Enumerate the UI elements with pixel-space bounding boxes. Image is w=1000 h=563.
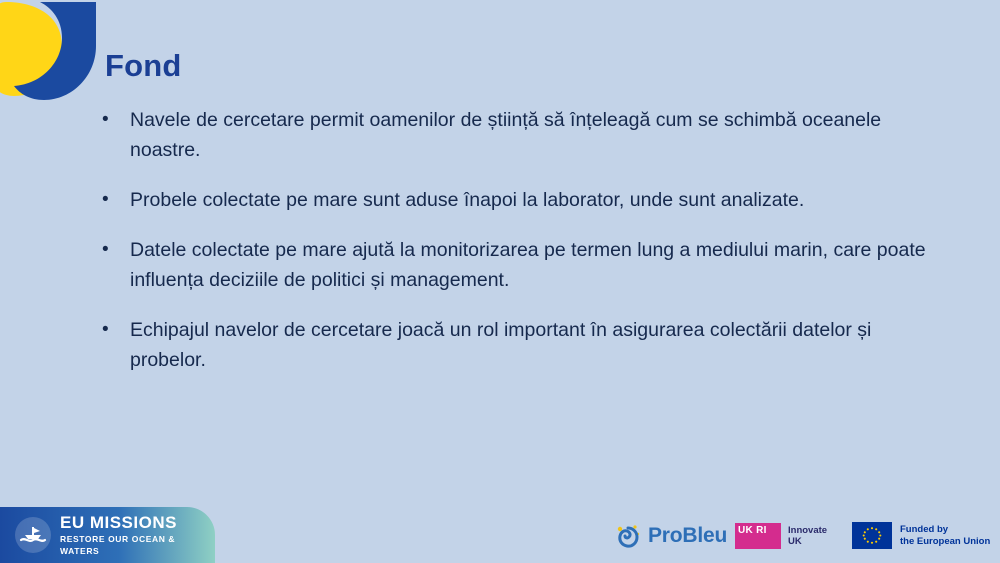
innovate-uk-text bbox=[788, 525, 827, 547]
list-item bbox=[96, 105, 926, 165]
eu-missions-subtitle: RESTORE OUR OCEAN & WATERS bbox=[60, 534, 176, 556]
list-item bbox=[96, 185, 926, 215]
eu-funding-logo bbox=[852, 522, 990, 549]
ukri-block: UK RI bbox=[735, 523, 781, 549]
eu-missions-logo bbox=[0, 507, 215, 563]
eu-missions-title: EU MISSIONS bbox=[60, 513, 177, 532]
innovate-uk-line1: Innovate bbox=[788, 525, 828, 536]
probleu-wordmark: ProBleu bbox=[648, 524, 728, 547]
bullet-marker-icon: • bbox=[102, 189, 109, 210]
eu-flag-icon bbox=[852, 522, 892, 549]
eu-funding-text bbox=[900, 524, 990, 548]
list-item-text: Datele colectate pe mare ajută la monitorizarea pe termen lung a mediului marin, care poate influența deciziile de politici și management. bbox=[130, 239, 926, 291]
eu-missions-text-block bbox=[60, 513, 215, 557]
list-item bbox=[96, 315, 926, 375]
bullet-list bbox=[96, 105, 926, 395]
brand-corner-logo bbox=[0, 0, 105, 105]
eu-funding-line2: the European Union bbox=[900, 535, 991, 547]
list-item bbox=[96, 235, 926, 295]
list-item-text: Probele colectate pe mare sunt aduse înapoi la laborator, unde sunt analizate. bbox=[130, 189, 805, 211]
bullet-marker-icon: • bbox=[102, 239, 109, 260]
ukri-logo bbox=[735, 523, 827, 549]
page-title: Fond bbox=[105, 48, 182, 83]
list-item-text: Echipajul navelor de cercetare joacă un rol important în asigurarea colectării datelor și probelor. bbox=[130, 319, 872, 371]
probleu-logo bbox=[614, 522, 727, 550]
eu-funding-line1: Funded by bbox=[900, 523, 949, 535]
list-item-text: Navele de cercetare permit oamenilor de știință să înțeleagă cum se schimbă oceanele noastre. bbox=[130, 109, 882, 161]
bullet-marker-icon: • bbox=[102, 319, 109, 340]
probleu-swirl-icon bbox=[614, 522, 642, 550]
innovate-uk-line2: UK bbox=[788, 536, 802, 547]
slide-footer bbox=[0, 503, 1000, 563]
bullet-marker-icon: • bbox=[102, 109, 109, 130]
wave-ship-icon bbox=[14, 516, 52, 554]
